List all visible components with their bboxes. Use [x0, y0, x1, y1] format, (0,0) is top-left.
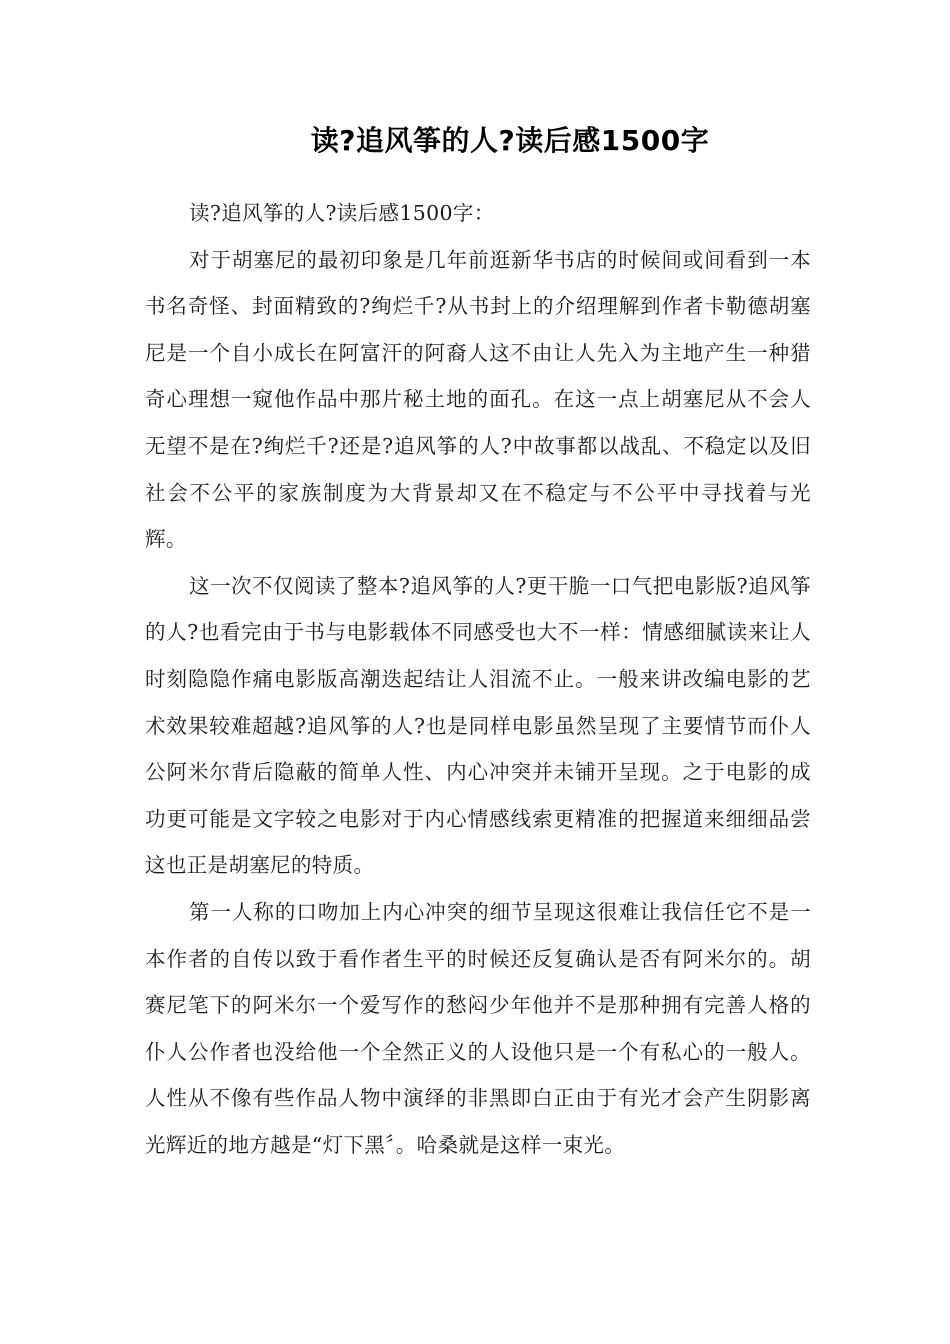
paragraph-3: 第一人称的口吻加上内心冲突的细节呈现这很难让我信任它不是一本作者的自传以致于看作者生平的时候还反复确认是否有阿米尔的。胡赛尼笔下的阿米尔一个爱写作的愁闷少年他并不是那种拥有完善人格的仆人公作者也没给他一个全然正义的人设他只是一个有私心的一般人。人性从不像有些作品人物中演绎的非黑即白正由于有光才会产生阴影离光辉近的地方越是“灯下黑〞。哈桑就是这样一束光。 — [145, 899, 811, 1157]
document-body — [145, 190, 811, 1168]
paragraph-2: 这一次不仅阅读了整本?追风筝的人?更干脆一口气把电影版?追风筝的人?也看完由于书与电影载体不同感受也大不一样：情感细腻读来让人时刻隐隐作痛电影版高潮迭起结让人泪流不止。一般来讲改编电影的艺术效果较难超越?追风筝的人?也是同样电影虽然呈现了主要情节而仆人公阿米尔背后隐蔽的简单人性、内心冲突并未铺开呈现。之于电影的成功更可能是文字较之电影对于内心情感线索更精准的把握道来细细品尝这也正是胡塞尼的特质。 — [145, 573, 811, 878]
document-subtitle: 读?追风筝的人?读后感1500字： — [189, 201, 495, 225]
document-title: 读?追风筝的人?读后感1500字 — [310, 124, 710, 157]
paragraph-1: 对于胡塞尼的最初印象是几年前逛新华书店的时候间或间看到一本书名奇怪、封面精致的?绚烂千?从书封上的介绍理解到作者卡勒德胡塞尼是一个自小成长在阿富汗的阿裔人这不由让人先入为主地产生一种猎奇心理想一窥他作品中那片秘土地的面孔。在这一点上胡塞尼从不会人无望不是在?绚烂千?还是?追风筝的人?中故事都以战乱、不稳定以及旧社会不公平的家族制度为大背景却又在不稳定与不公平中寻找着与光辉。 — [145, 247, 811, 552]
